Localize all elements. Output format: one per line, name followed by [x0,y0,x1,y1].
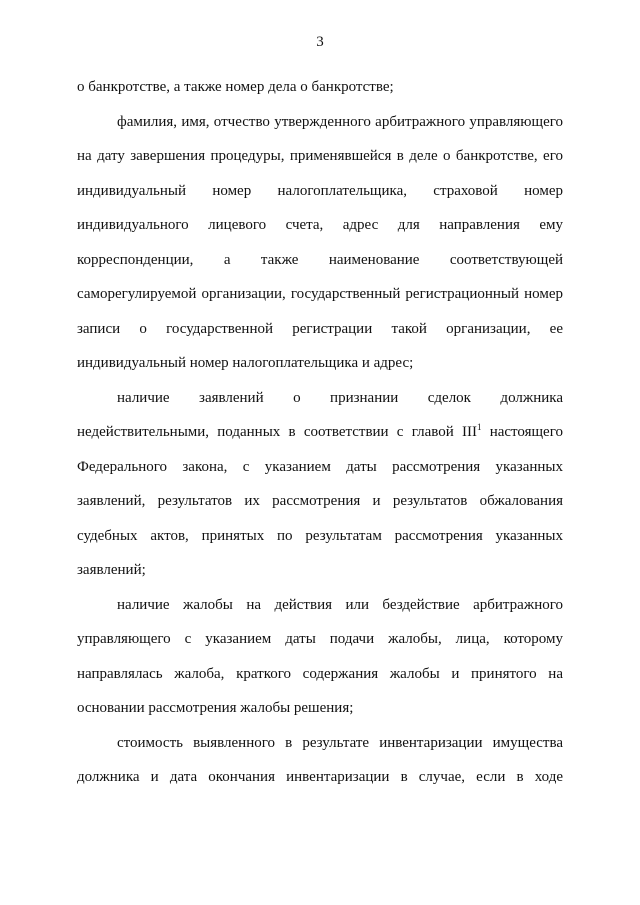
text-line: основании рассмотрения жалобы решения; [77,700,354,716]
text-line: записи о государственной регистрации такой организации, ее [77,320,563,337]
paragraph-invalid-transactions [77,381,563,588]
text-line: о банкротстве, а также номер дела о банкротстве; [77,79,394,95]
text-line: наличие заявлений о признании сделок должника [117,389,563,406]
text-line [77,415,563,450]
text-fragment: настоящего [489,424,563,440]
text-line: заявлений, результатов их рассмотрения и результатов обжалования [77,493,563,509]
text-line: должника и дата окончания инвентаризации в случае, если в ходе [77,769,563,785]
text-fragment: недействительными, поданных в соответствии с главой III [77,424,477,440]
text-line: на дату завершения процедуры, применявшейся в деле о банкротстве, его [77,148,563,164]
text-line: корреспонденции, а также наименование соответствующей [77,251,563,268]
text-line: фамилия, имя, отчество утвержденного арбитражного управляющего [117,113,563,130]
paragraph-inventory-value [77,726,563,795]
text-line: индивидуальный номер налогоплательщика и адрес; [77,355,414,371]
page-number: 3 [316,34,324,50]
paragraph-complaints [77,588,563,726]
text-line: направлялась жалоба, краткого содержания жалобы и принятого на [77,665,563,682]
text-line: индивидуальный номер налогоплательщика, страховой номер [77,182,563,199]
text-line: наличие жалобы на действия или бездействие арбитражного [117,596,563,613]
chapter-superscript: 1 [476,422,482,432]
text-line: судебных актов, принятых по результатам рассмотрения указанных [77,527,563,544]
text-line: Федерального закона, с указанием даты рассмотрения указанных [77,458,563,475]
text-line: заявлений; [77,562,146,578]
document-body [77,70,563,795]
text-line: саморегулируемой организации, государственный регистрационный номер [77,286,563,302]
text-line: стоимость выявленного в результате инвентаризации имущества [117,734,563,751]
paragraph-arbitration-manager [77,105,563,381]
paragraph-bankruptcy-case-number [77,70,563,105]
text-line: индивидуального лицевого счета, адрес для направления ему [77,217,563,233]
text-line: управляющего с указанием даты подачи жалобы, лица, которому [77,631,563,647]
